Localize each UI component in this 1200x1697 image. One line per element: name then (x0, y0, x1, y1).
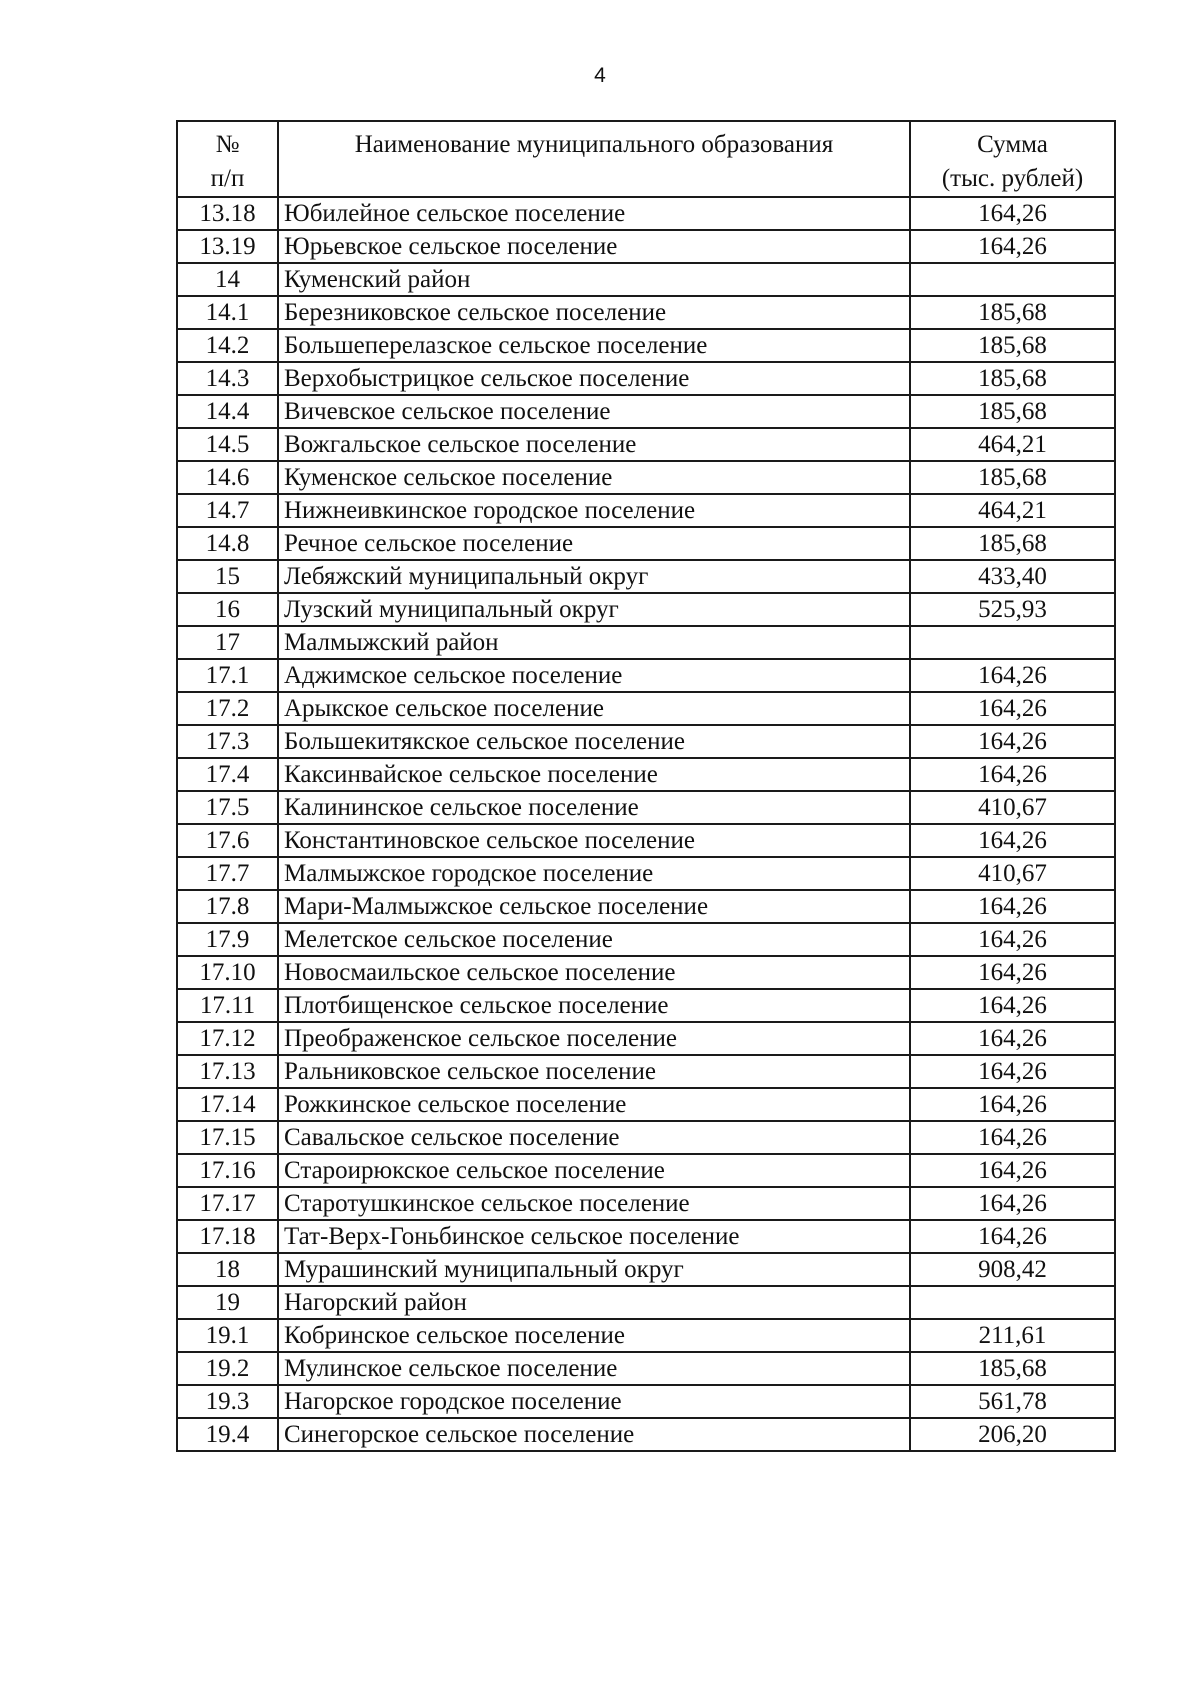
row-number: 17 (177, 626, 278, 659)
table-row (177, 692, 1115, 725)
row-sum: 164,26 (910, 1154, 1115, 1187)
row-number: 14.1 (177, 296, 278, 329)
row-name: Куменское сельское поселение (278, 461, 910, 494)
row-number: 17.12 (177, 1022, 278, 1055)
row-number: 14.5 (177, 428, 278, 461)
page-number: 4 (594, 64, 606, 87)
row-sum: 164,26 (910, 1088, 1115, 1121)
table-row (177, 527, 1115, 560)
row-number: 17.6 (177, 824, 278, 857)
row-name: Лебяжский муниципальный округ (278, 560, 910, 593)
row-number: 17.14 (177, 1088, 278, 1121)
row-sum: 164,26 (910, 692, 1115, 725)
table-row (177, 593, 1115, 626)
row-name: Константиновское сельское поселение (278, 824, 910, 857)
table-row (177, 1022, 1115, 1055)
row-name: Новосмаильское сельское поселение (278, 956, 910, 989)
municipal-sum-table (176, 120, 1116, 1452)
row-name: Плотбищенское сельское поселение (278, 989, 910, 1022)
table-row (177, 1220, 1115, 1253)
row-name: Преображенское сельское поселение (278, 1022, 910, 1055)
row-sum: 164,26 (910, 1220, 1115, 1253)
row-number: 16 (177, 593, 278, 626)
row-name: Нижнеивкинское городское поселение (278, 494, 910, 527)
row-name: Калининское сельское поселение (278, 791, 910, 824)
table-row (177, 1121, 1115, 1154)
row-name: Аджимское сельское поселение (278, 659, 910, 692)
row-number: 18 (177, 1253, 278, 1286)
row-number: 14.2 (177, 329, 278, 362)
table-row (177, 857, 1115, 890)
row-number: 14.7 (177, 494, 278, 527)
table-header (177, 121, 1115, 197)
table-row (177, 494, 1115, 527)
row-number: 17.18 (177, 1220, 278, 1253)
row-name: Юбилейное сельское поселение (278, 197, 910, 230)
row-number: 17.4 (177, 758, 278, 791)
table-row (177, 197, 1115, 230)
row-name: Староирюкское сельское поселение (278, 1154, 910, 1187)
row-sum: 164,26 (910, 989, 1115, 1022)
row-sum (910, 1286, 1115, 1319)
row-name: Большекитякское сельское поселение (278, 725, 910, 758)
row-sum: 464,21 (910, 428, 1115, 461)
row-sum: 206,20 (910, 1418, 1115, 1451)
row-number: 17.17 (177, 1187, 278, 1220)
row-name: Кобринское сельское поселение (278, 1319, 910, 1352)
table-row (177, 1187, 1115, 1220)
row-number: 13.18 (177, 197, 278, 230)
row-sum: 185,68 (910, 362, 1115, 395)
row-sum: 525,93 (910, 593, 1115, 626)
row-number: 17.1 (177, 659, 278, 692)
row-sum: 185,68 (910, 329, 1115, 362)
row-name: Нагорский район (278, 1286, 910, 1319)
row-name: Савальское сельское поселение (278, 1121, 910, 1154)
row-sum: 164,26 (910, 659, 1115, 692)
row-name: Мелетское сельское поселение (278, 923, 910, 956)
table-row (177, 230, 1115, 263)
row-number: 17.10 (177, 956, 278, 989)
row-sum: 185,68 (910, 395, 1115, 428)
row-name: Мурашинский муниципальный округ (278, 1253, 910, 1286)
row-number: 19.3 (177, 1385, 278, 1418)
row-name: Нагорское городское поселение (278, 1385, 910, 1418)
row-number: 14.3 (177, 362, 278, 395)
row-name: Верхобыстрицкое сельское поселение (278, 362, 910, 395)
table-row (177, 725, 1115, 758)
row-sum: 185,68 (910, 461, 1115, 494)
row-number: 17.11 (177, 989, 278, 1022)
row-name: Малмыжский район (278, 626, 910, 659)
row-sum: 410,67 (910, 791, 1115, 824)
row-sum: 164,26 (910, 1022, 1115, 1055)
table-row (177, 1055, 1115, 1088)
header-row (177, 121, 1115, 197)
row-name: Березниковское сельское поселение (278, 296, 910, 329)
row-number: 14.4 (177, 395, 278, 428)
row-number: 19.1 (177, 1319, 278, 1352)
table-row (177, 758, 1115, 791)
row-sum: 410,67 (910, 857, 1115, 890)
row-name: Синегорское сельское поселение (278, 1418, 910, 1451)
table-row (177, 659, 1115, 692)
table-row (177, 791, 1115, 824)
row-sum: 185,68 (910, 296, 1115, 329)
row-sum: 164,26 (910, 197, 1115, 230)
row-number: 17.7 (177, 857, 278, 890)
row-number: 17.3 (177, 725, 278, 758)
table-row (177, 1286, 1115, 1319)
row-number: 17.8 (177, 890, 278, 923)
row-name: Арыкское сельское поселение (278, 692, 910, 725)
row-name: Речное сельское поселение (278, 527, 910, 560)
header-number-line2: п/п (210, 165, 245, 192)
row-name: Тат-Верх-Гоньбинское сельское поселение (278, 1220, 910, 1253)
table-row (177, 1088, 1115, 1121)
table-row (177, 890, 1115, 923)
row-sum: 185,68 (910, 1352, 1115, 1385)
row-name: Большеперелазское сельское поселение (278, 329, 910, 362)
row-number: 14.6 (177, 461, 278, 494)
row-number: 19.4 (177, 1418, 278, 1451)
table-body (177, 197, 1115, 1451)
header-number (177, 121, 278, 197)
row-sum: 164,26 (910, 890, 1115, 923)
table-row (177, 1253, 1115, 1286)
table-row (177, 923, 1115, 956)
row-name: Куменский район (278, 263, 910, 296)
row-name: Малмыжское городское поселение (278, 857, 910, 890)
row-number: 17.2 (177, 692, 278, 725)
row-sum: 433,40 (910, 560, 1115, 593)
header-name: Наименование муниципального образования (278, 121, 910, 197)
table-row (177, 428, 1115, 461)
table-row (177, 626, 1115, 659)
row-sum: 908,42 (910, 1253, 1115, 1286)
row-number: 17.13 (177, 1055, 278, 1088)
row-number: 14.8 (177, 527, 278, 560)
table-row (177, 296, 1115, 329)
row-sum: 211,61 (910, 1319, 1115, 1352)
table-row (177, 824, 1115, 857)
row-sum (910, 626, 1115, 659)
row-sum: 164,26 (910, 1121, 1115, 1154)
table-row (177, 263, 1115, 296)
table-row (177, 1418, 1115, 1451)
table-row (177, 395, 1115, 428)
row-name: Вичевское сельское поселение (278, 395, 910, 428)
row-number: 17.16 (177, 1154, 278, 1187)
row-sum (910, 263, 1115, 296)
row-number: 19.2 (177, 1352, 278, 1385)
row-sum: 464,21 (910, 494, 1115, 527)
header-sum (910, 121, 1115, 197)
table-row (177, 1154, 1115, 1187)
table-row (177, 989, 1115, 1022)
table-row (177, 956, 1115, 989)
row-name: Юрьевское сельское поселение (278, 230, 910, 263)
row-sum: 164,26 (910, 824, 1115, 857)
row-number: 14 (177, 263, 278, 296)
header-number-line1: № (215, 131, 240, 158)
row-sum: 164,26 (910, 725, 1115, 758)
table-row (177, 329, 1115, 362)
row-name: Вожгальское сельское поселение (278, 428, 910, 461)
row-sum: 164,26 (910, 956, 1115, 989)
row-sum: 164,26 (910, 230, 1115, 263)
row-sum: 164,26 (910, 1187, 1115, 1220)
row-number: 19 (177, 1286, 278, 1319)
row-sum: 164,26 (910, 758, 1115, 791)
row-number: 17.5 (177, 791, 278, 824)
table-row (177, 1385, 1115, 1418)
row-sum: 561,78 (910, 1385, 1115, 1418)
row-name: Ральниковское сельское поселение (278, 1055, 910, 1088)
row-sum: 164,26 (910, 923, 1115, 956)
row-number: 13.19 (177, 230, 278, 263)
row-sum: 185,68 (910, 527, 1115, 560)
table-row (177, 1352, 1115, 1385)
row-name: Каксинвайское сельское поселение (278, 758, 910, 791)
row-name: Мулинское сельское поселение (278, 1352, 910, 1385)
row-number: 15 (177, 560, 278, 593)
table-row (177, 560, 1115, 593)
header-sum-line1: Сумма (977, 131, 1048, 158)
table-row (177, 461, 1115, 494)
table-row (177, 362, 1115, 395)
row-name: Старотушкинское сельское поселение (278, 1187, 910, 1220)
table-row (177, 1319, 1115, 1352)
row-sum: 164,26 (910, 1055, 1115, 1088)
header-sum-line2: (тыс. рублей) (941, 165, 1084, 192)
row-number: 17.9 (177, 923, 278, 956)
row-number: 17.15 (177, 1121, 278, 1154)
row-name: Мари-Малмыжское сельское поселение (278, 890, 910, 923)
row-name: Рожкинское сельское поселение (278, 1088, 910, 1121)
row-name: Лузский муниципальный округ (278, 593, 910, 626)
